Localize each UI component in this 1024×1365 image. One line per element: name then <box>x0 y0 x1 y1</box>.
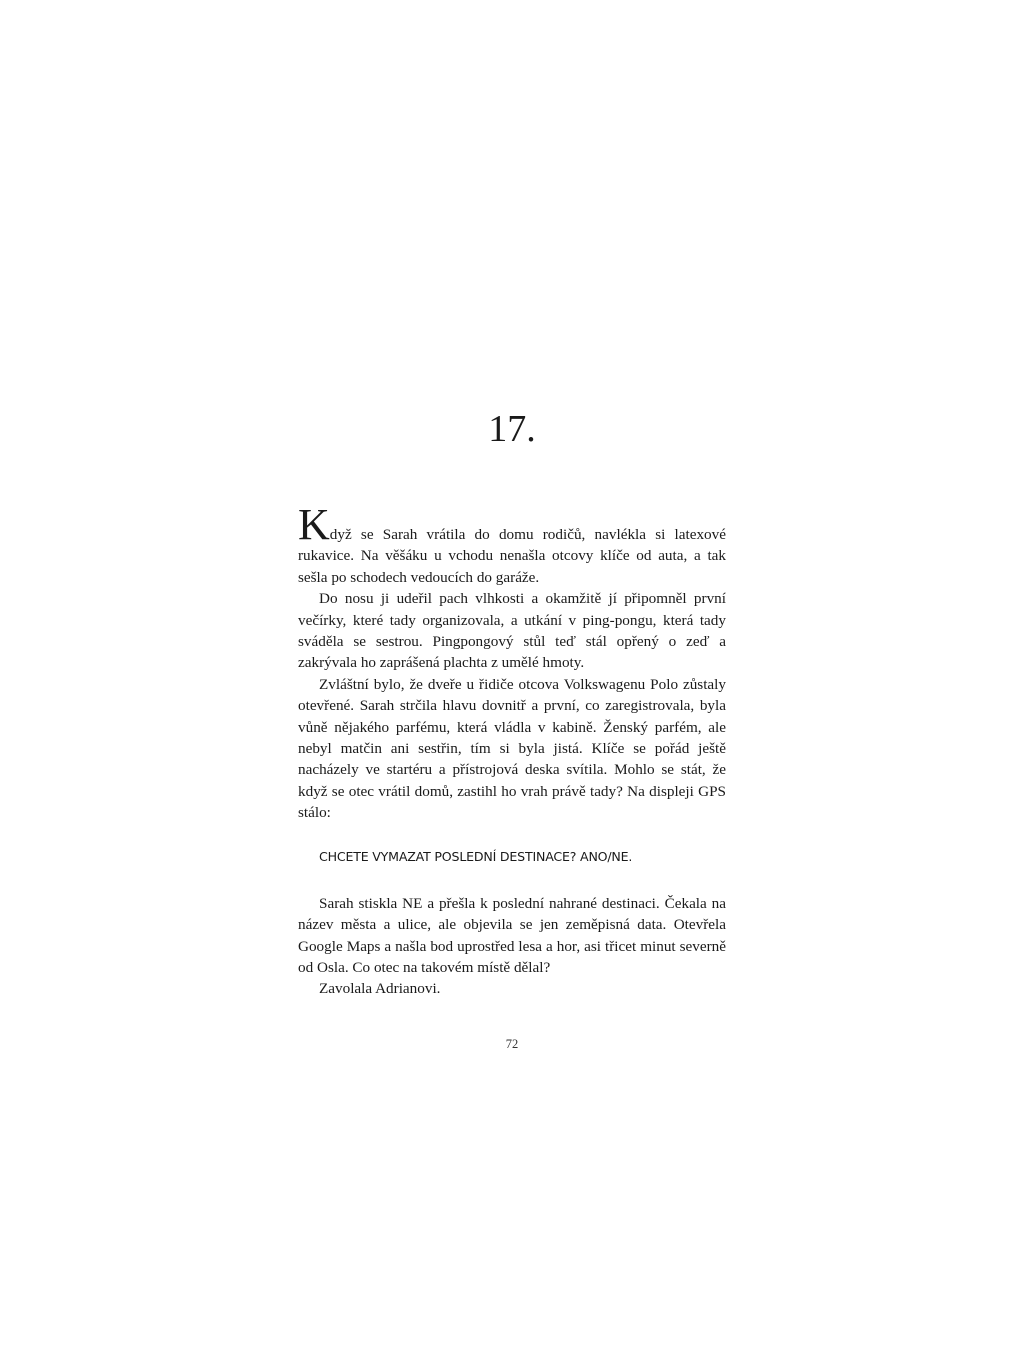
paragraph-2: Do nosu ji udeřil pach vlhkosti a okamžitě jí připomněl první večírky, které tady organizovala, a utkání v ping-pongu, která tady sváděla se sestrou. Pingpongový stůl teď stál opřený o zeď a zakrývala ho zaprášená plachta z umělé hmoty. <box>298 590 726 672</box>
paragraph-1-text: dyž se Sarah vrátila do domu rodičů, navlékla si latexové rukavice. Na věšáku u vchodu nenašla otcovy klíče od auta, a tak sešla po schodech vedoucích do garáže. <box>298 526 726 586</box>
paragraph-3: Zvláštní bylo, že dveře u řidiče otcova Volkswagenu Polo zůstaly otevřené. Sarah strčila hlavu dovnitř a první, co zaregistrovala, byla vůně nějakého parfému, která vládla v kabině. Ženský parfém, ale nebyl matčin ani sestřin, tím si byla jistá. Klíče se pořád ještě nacházely ve startéru a přístrojová deska svítila. Mohlo se stát, že když se otec vrátil domů, zastihl ho vrah právě tady? Na displeji GPS stálo: <box>298 675 726 822</box>
paragraph-4: Sarah stiskla NE a přešla k poslední nahrané destinaci. Čekala na název města a ulice, ale objevila se jen zeměpisná data. Otevřela Google Maps a našla bod uprostřed lesa a hor, asi třicet minut severně od Osla. Co otec na takovém místě dělal? <box>298 894 726 976</box>
gps-display-message: CHCETE VYMAZAT POSLEDNÍ DESTINACE? ANO/NE. <box>319 848 633 864</box>
page-number: 72 <box>505 1037 519 1051</box>
drop-cap: K <box>298 500 330 549</box>
paragraph-1 <box>298 500 726 588</box>
chapter-text <box>298 500 726 1000</box>
paragraph-5: Zavolala Adrianovi. <box>319 980 441 998</box>
chapter-number: 17. <box>488 408 536 450</box>
